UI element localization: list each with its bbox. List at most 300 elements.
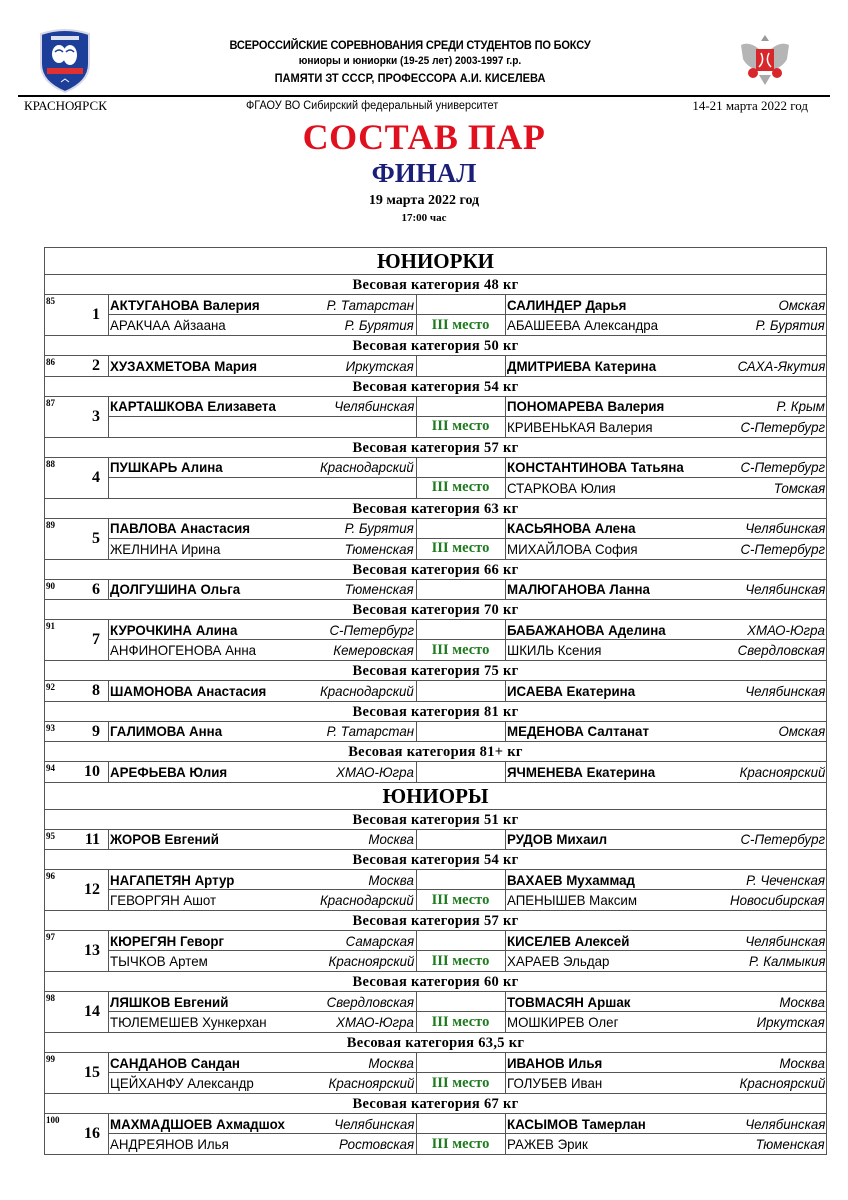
weight-category: Весовая категория 81+ кг — [45, 741, 826, 761]
boxer-name: ХАРАЕВ Эльдар — [507, 953, 610, 969]
boxer-name: АБАШЕЕВА Александра — [507, 317, 659, 333]
boxer-region: ХМАО-Югра — [336, 1014, 414, 1030]
boxer-name: ПУШКАРЬ Алина — [110, 459, 223, 475]
finalist-line — [506, 580, 827, 600]
boxer-name: КЮРЕГЯН Геворг — [110, 932, 225, 949]
boxer-name: НАГАПЕТЯН Артур — [110, 871, 235, 888]
right-corner — [506, 295, 827, 335]
weight-category: Весовая категория 63,5 кг — [45, 1032, 826, 1052]
boxer-region: Р. Татарстан — [326, 296, 414, 313]
boxer-name: ЖОРОВ Евгений — [110, 831, 219, 848]
boxer-name: ГАЛИМОВА Анна — [110, 723, 223, 740]
third-place-line — [109, 1012, 416, 1032]
third-place-line — [109, 951, 416, 971]
bout-sequence: 97 — [46, 932, 55, 942]
place-column — [417, 931, 506, 971]
weight-category: Весовая категория 67 кг — [45, 1093, 826, 1113]
bout-sequence: 87 — [46, 397, 55, 408]
finalist-line — [506, 722, 827, 742]
third-place-line — [109, 539, 416, 559]
finalist-line — [109, 762, 416, 782]
third-place-label: III место — [431, 316, 490, 333]
left-corner — [109, 580, 417, 600]
place-empty — [417, 356, 505, 376]
finalist-line — [506, 356, 827, 376]
boxer-name: МЕДЕНОВА Салтанат — [507, 723, 649, 740]
bout-row — [45, 457, 826, 498]
bout-row — [45, 680, 826, 701]
boxer-region: Свердловская — [737, 642, 825, 658]
third-place-label: III место — [431, 1074, 490, 1091]
boxer-name: ШКИЛЬ Ксения — [507, 642, 602, 658]
boxer-region: С-Петербург — [329, 621, 414, 638]
boxer-region: САХА-Якутия — [737, 357, 825, 374]
boxer-region: Москва — [368, 1054, 414, 1071]
boxer-name: ГОЛУБЕВ Иван — [507, 1075, 603, 1091]
bout-number: 3 — [92, 407, 100, 425]
organizer: ФГАОУ ВО Сибирский федеральный университет — [246, 100, 499, 112]
third-place-line — [109, 640, 416, 660]
finalist-line — [109, 830, 416, 850]
bout-row — [45, 396, 826, 437]
place-empty — [417, 830, 505, 850]
competition-title: ВСЕРОССИЙСКИЕ СОРЕВНОВАНИЯ СРЕДИ СТУДЕНТОВ ПО БОКСУ — [229, 38, 591, 52]
boxer-region: Краснодарский — [320, 892, 414, 908]
third-place-line — [506, 1073, 827, 1093]
third-place-line — [109, 417, 416, 437]
boxer-region: Томская — [773, 479, 825, 496]
bout-row — [45, 294, 826, 335]
bout-number: 13 — [84, 942, 100, 959]
left-corner — [109, 519, 417, 559]
place-empty — [417, 519, 505, 539]
place-column — [417, 458, 506, 498]
bout-number-cell — [45, 830, 109, 850]
student-boxing-league-shield-icon — [37, 28, 93, 94]
bout-number: 5 — [92, 529, 100, 547]
boxer-name: МИХАЙЛОВА София — [507, 540, 638, 557]
boxer-region: Краснодарский — [320, 682, 414, 699]
third-place-label: III место — [431, 418, 490, 434]
boxer-region: Челябинская — [744, 520, 825, 536]
third-place-line — [109, 1134, 416, 1154]
left-corner — [109, 458, 417, 498]
left-corner — [109, 620, 417, 660]
third-place-label: III место — [431, 1135, 490, 1152]
boxer-name: ЯЧМЕНЕВА Екатерина — [507, 763, 656, 780]
finalist-line — [109, 620, 416, 640]
third-place-line — [109, 315, 416, 335]
boxer-name: ЖЕЛНИНА Ирина — [110, 540, 221, 557]
boxer-region: Тюменская — [345, 540, 414, 557]
right-corner — [506, 931, 827, 971]
place-empty — [417, 1114, 505, 1134]
finalist-line — [109, 397, 416, 417]
third-place-label: III место — [431, 479, 490, 495]
city: КРАСНОЯРСК — [24, 98, 107, 113]
finalist-line — [109, 295, 416, 315]
finalist-line — [109, 992, 416, 1012]
third-place-line — [109, 890, 416, 910]
third-place-line — [506, 539, 827, 559]
third-place-line — [506, 315, 827, 335]
place-column — [417, 722, 506, 742]
weight-category: Весовая категория 51 кг — [45, 809, 826, 829]
finalist-line — [109, 1053, 416, 1073]
finalist-line — [109, 931, 416, 951]
bout-number-cell — [45, 762, 109, 782]
weight-category: Весовая категория 50 кг — [45, 335, 826, 355]
boxer-region: Р. Крым — [776, 398, 825, 414]
finalist-line — [506, 931, 827, 951]
bout-row — [45, 355, 826, 376]
boxer-region: Челябинская — [744, 1115, 825, 1132]
bout-number: 14 — [84, 1003, 100, 1020]
finalist-line — [506, 681, 827, 701]
boxer-name: КОНСТАНТИНОВА Татьяна — [507, 459, 684, 475]
place-column — [417, 580, 506, 600]
bout-number: 1 — [92, 306, 100, 323]
place-empty — [417, 580, 505, 600]
boxer-region: Р. Калмыкия — [748, 953, 825, 969]
boxer-name: МОШКИРЕВ Олег — [507, 1014, 619, 1030]
left-corner — [109, 356, 417, 376]
place-empty — [417, 1053, 505, 1073]
place-column — [417, 620, 506, 660]
bout-number-cell — [45, 1053, 109, 1093]
bout-row — [45, 1052, 826, 1093]
finalist-line — [506, 1114, 827, 1134]
boxer-region: Свердловская — [326, 993, 414, 1010]
boxer-name: ТЫЧКОВ Артем — [110, 953, 208, 969]
right-corner — [506, 722, 827, 742]
boxer-name: САНДАНОВ Сандан — [110, 1054, 240, 1071]
boxer-name: ТЮЛЕМЕШЕВ Хункерхан — [110, 1014, 267, 1030]
boxer-name: ПОНОМАРЕВА Валерия — [507, 398, 665, 414]
bout-sequence: 94 — [46, 763, 55, 773]
left-corner — [109, 722, 417, 742]
boxer-region: Челябинская — [333, 1115, 414, 1132]
boxer-region: Челябинская — [744, 581, 825, 598]
boxer-name: АПЕНЫШЕВ Максим — [507, 892, 637, 908]
right-corner — [506, 1053, 827, 1093]
bout-number-cell — [45, 620, 109, 660]
boxer-name: КАСЬЯНОВА Алена — [507, 520, 636, 536]
finalist-line — [109, 356, 416, 376]
bout-number-cell — [45, 458, 109, 498]
boxer-name: РУДОВ Михаил — [507, 831, 608, 848]
right-corner — [506, 762, 827, 782]
finalist-line — [109, 580, 416, 600]
competition-age-group: юниоры и юниорки (19-25 лет) 2003-1997 г.р. — [298, 55, 522, 67]
bout-number-cell — [45, 356, 109, 376]
weight-category: Весовая категория 57 кг — [45, 910, 826, 930]
third-place-label: III место — [431, 641, 490, 658]
place-empty — [417, 458, 505, 478]
bout-number-cell — [45, 681, 109, 701]
right-corner — [506, 681, 827, 701]
boxer-name: ПАВЛОВА Анастасия — [110, 520, 251, 536]
place-empty — [417, 295, 505, 315]
right-corner — [506, 1114, 827, 1154]
third-place-line — [506, 890, 827, 910]
finalist-line — [506, 992, 827, 1012]
bout-number: 4 — [92, 468, 100, 486]
weight-category: Весовая категория 48 кг — [45, 274, 826, 294]
stage-title: ФИНАЛ — [371, 158, 477, 188]
boxer-name: СТАРКОВА Юлия — [507, 479, 616, 496]
boxer-name: ДМИТРИЕВА Катерина — [507, 357, 657, 374]
boxer-name: ИСАЕВА Екатерина — [507, 682, 636, 699]
bout-row — [45, 991, 826, 1032]
finalist-line — [506, 870, 827, 890]
bout-sequence: 99 — [46, 1054, 55, 1064]
boxer-region: Новосибирская — [730, 892, 825, 908]
boxer-name: АРЕФЬЕВА Юлия — [110, 763, 228, 780]
boxer-name: АНДРЕЯНОВ Илья — [110, 1136, 229, 1152]
boxer-region: С-Петербург — [740, 831, 825, 848]
document-title: СОСТАВ ПАР — [302, 117, 546, 157]
third-place-line — [506, 478, 827, 498]
bout-number-cell — [45, 580, 109, 600]
boxer-name: ИВАНОВ Илья — [507, 1054, 603, 1071]
boxer-region: Р. Бурятия — [344, 520, 414, 536]
bout-number: 9 — [92, 722, 100, 740]
finalist-line — [109, 722, 416, 742]
boxer-region: Челябинская — [333, 398, 414, 414]
boxer-name: ТОВМАСЯН Аршак — [507, 993, 631, 1010]
bouts-table — [44, 247, 827, 1155]
left-corner — [109, 397, 417, 437]
bout-row — [45, 518, 826, 559]
boxer-region: Москва — [368, 871, 414, 888]
boxer-name: ЦЕЙХАНФУ Александр — [110, 1075, 254, 1091]
right-corner — [506, 580, 827, 600]
third-place-label: III место — [431, 540, 490, 556]
bout-sequence: 92 — [46, 682, 55, 692]
boxer-name: КРИВЕНЬКАЯ Валерия — [507, 418, 653, 435]
boxer-name: МАХМАДШОЕВ Ахмадшох — [110, 1115, 285, 1132]
right-corner — [506, 830, 827, 850]
weight-category: Весовая категория 54 кг — [45, 376, 826, 396]
weight-category: Весовая категория 75 кг — [45, 660, 826, 680]
bout-number-cell — [45, 992, 109, 1032]
finalist-line — [506, 762, 827, 782]
bout-sequence: 86 — [46, 357, 55, 367]
finalist-line — [506, 295, 827, 315]
bout-row — [45, 579, 826, 600]
event-date: 19 марта 2022 год — [368, 193, 480, 208]
boxer-name: ХУЗАХМЕТОВА Мария — [110, 357, 257, 374]
bout-number-cell — [45, 722, 109, 742]
bout-sequence: 98 — [46, 993, 55, 1003]
boxer-region: Омская — [778, 296, 825, 313]
left-corner — [109, 1053, 417, 1093]
finalist-line — [506, 830, 827, 850]
place-empty — [417, 870, 505, 890]
boxer-name: КАСЫМОВ Тамерлан — [507, 1115, 646, 1132]
bout-number: 15 — [84, 1064, 100, 1081]
boxer-region: Москва — [779, 993, 825, 1010]
boxer-region: Р. Бурятия — [755, 317, 825, 333]
boxer-region: Краснодарский — [320, 459, 414, 475]
place-empty — [417, 931, 505, 951]
place-empty — [417, 397, 505, 417]
bout-sequence: 100 — [46, 1115, 60, 1125]
bout-number-cell — [45, 519, 109, 559]
third-place-label: III место — [431, 891, 490, 908]
place-column — [417, 397, 506, 437]
boxer-name: ВАХАЕВ Мухаммад — [507, 871, 635, 888]
bout-row — [45, 930, 826, 971]
bout-number-cell — [45, 870, 109, 910]
bout-number: 10 — [84, 763, 100, 780]
boxer-region: Москва — [779, 1054, 825, 1071]
third-place-line — [109, 478, 416, 498]
left-corner — [109, 295, 417, 335]
weight-category: Весовая категория 63 кг — [45, 498, 826, 518]
boxer-region: Кемеровская — [333, 642, 414, 658]
section-header: ЮНИОРЫ — [45, 782, 826, 809]
bout-sequence: 89 — [46, 519, 55, 530]
finalist-line — [109, 870, 416, 890]
boxer-region: Р. Татарстан — [326, 723, 414, 740]
bout-sequence: 93 — [46, 722, 55, 733]
place-column — [417, 1053, 506, 1093]
boxer-region: ХМАО-Югра — [336, 763, 414, 780]
bout-row — [45, 1113, 826, 1154]
bout-sequence: 90 — [46, 580, 55, 591]
bout-sequence: 96 — [46, 871, 55, 881]
bout-row — [45, 619, 826, 660]
finalist-line — [506, 620, 827, 640]
boxer-name: АНФИНОГЕНОВА Анна — [110, 642, 257, 658]
boxer-name: АРАКЧАА Айзаана — [110, 317, 226, 333]
event-time: 17:00 час — [401, 212, 447, 224]
weight-category: Весовая категория 66 кг — [45, 559, 826, 579]
left-corner — [109, 762, 417, 782]
right-corner — [506, 458, 827, 498]
bout-sequence: 85 — [46, 296, 55, 306]
boxer-name: ГЕВОРГЯН Ашот — [110, 892, 217, 908]
boxer-region: Самарская — [345, 932, 414, 949]
boxer-region: Ростовская — [338, 1136, 414, 1152]
boxer-region: С-Петербург — [740, 459, 825, 475]
boxer-name: ШАМОНОВА Анастасия — [110, 682, 267, 699]
left-corner — [109, 1114, 417, 1154]
bout-row — [45, 721, 826, 742]
left-corner — [109, 992, 417, 1032]
finalist-line — [109, 458, 416, 478]
weight-category: Весовая категория 57 кг — [45, 437, 826, 457]
competition-dates: 14-21 марта 2022 год — [692, 98, 808, 113]
boxer-region: Красноярский — [328, 1075, 414, 1091]
right-corner — [506, 519, 827, 559]
boxer-region: Красноярский — [739, 763, 825, 780]
bout-number: 11 — [84, 830, 100, 848]
weight-category: Весовая категория 54 кг — [45, 849, 826, 869]
left-corner — [109, 830, 417, 850]
bout-sequence: 88 — [46, 458, 55, 469]
place-column — [417, 830, 506, 850]
right-corner — [506, 870, 827, 910]
place-column — [417, 992, 506, 1032]
boxer-name: ЛЯШКОВ Евгений — [110, 993, 229, 1010]
boxer-name: БАБАЖАНОВА Аделина — [507, 621, 666, 638]
boxer-region: Иркутская — [345, 357, 414, 374]
weight-category: Весовая категория 70 кг — [45, 599, 826, 619]
finalist-line — [109, 519, 416, 539]
left-corner — [109, 681, 417, 701]
place-column — [417, 870, 506, 910]
place-empty — [417, 762, 505, 782]
boxer-region: Тюменская — [345, 581, 414, 598]
place-empty — [417, 992, 505, 1012]
bout-number-cell — [45, 397, 109, 437]
boxer-region: Р. Бурятия — [344, 317, 414, 333]
third-place-line — [506, 1134, 827, 1154]
bout-number: 8 — [92, 682, 100, 699]
place-empty — [417, 722, 505, 742]
finalist-line — [109, 681, 416, 701]
boxer-region: ХМАО-Югра — [747, 621, 825, 638]
boxer-region: Москва — [368, 831, 414, 848]
finalist-line — [506, 397, 827, 417]
right-corner — [506, 620, 827, 660]
boxer-name: РАЖЕВ Эрик — [507, 1136, 588, 1152]
bout-number: 16 — [84, 1125, 100, 1142]
finalist-line — [506, 458, 827, 478]
boxer-region: С-Петербург — [740, 540, 825, 557]
right-corner — [506, 992, 827, 1032]
bout-row — [45, 829, 826, 850]
competition-memorial: ПАМЯТИ ЗТ СССР, ПРОФЕССОРА А.И. КИСЕЛЕВА — [274, 71, 546, 85]
third-place-line — [506, 640, 827, 660]
place-empty — [417, 620, 505, 640]
bout-sequence: 95 — [46, 830, 55, 841]
bout-row — [45, 869, 826, 910]
left-corner — [109, 931, 417, 971]
finalist-line — [109, 1114, 416, 1134]
weight-category: Весовая категория 60 кг — [45, 971, 826, 991]
boxer-name: МАЛЮГАНОВА Ланна — [507, 581, 650, 598]
third-place-label: III место — [431, 1013, 490, 1030]
boxer-region: Челябинская — [744, 932, 825, 949]
place-column — [417, 356, 506, 376]
finalist-line — [506, 519, 827, 539]
boxer-region: Тюменская — [756, 1136, 825, 1152]
bout-sequence: 91 — [46, 621, 55, 631]
boxer-region: Р. Чеченская — [746, 871, 825, 888]
boxer-region: Омская — [778, 723, 825, 740]
right-corner — [506, 397, 827, 437]
boxer-region: Красноярский — [328, 953, 414, 969]
right-corner — [506, 356, 827, 376]
place-empty — [417, 681, 505, 701]
finalist-line — [506, 1053, 827, 1073]
bout-number: 12 — [84, 881, 100, 898]
bout-row — [45, 761, 826, 782]
boxer-region: Иркутская — [756, 1014, 825, 1030]
boxer-region: С-Петербург — [740, 418, 825, 435]
third-place-label: III место — [431, 952, 490, 969]
bout-number: 7 — [92, 631, 100, 648]
place-column — [417, 519, 506, 559]
weight-category: Весовая категория 81 кг — [45, 701, 826, 721]
third-place-line — [506, 951, 827, 971]
third-place-line — [506, 1012, 827, 1032]
place-column — [417, 762, 506, 782]
